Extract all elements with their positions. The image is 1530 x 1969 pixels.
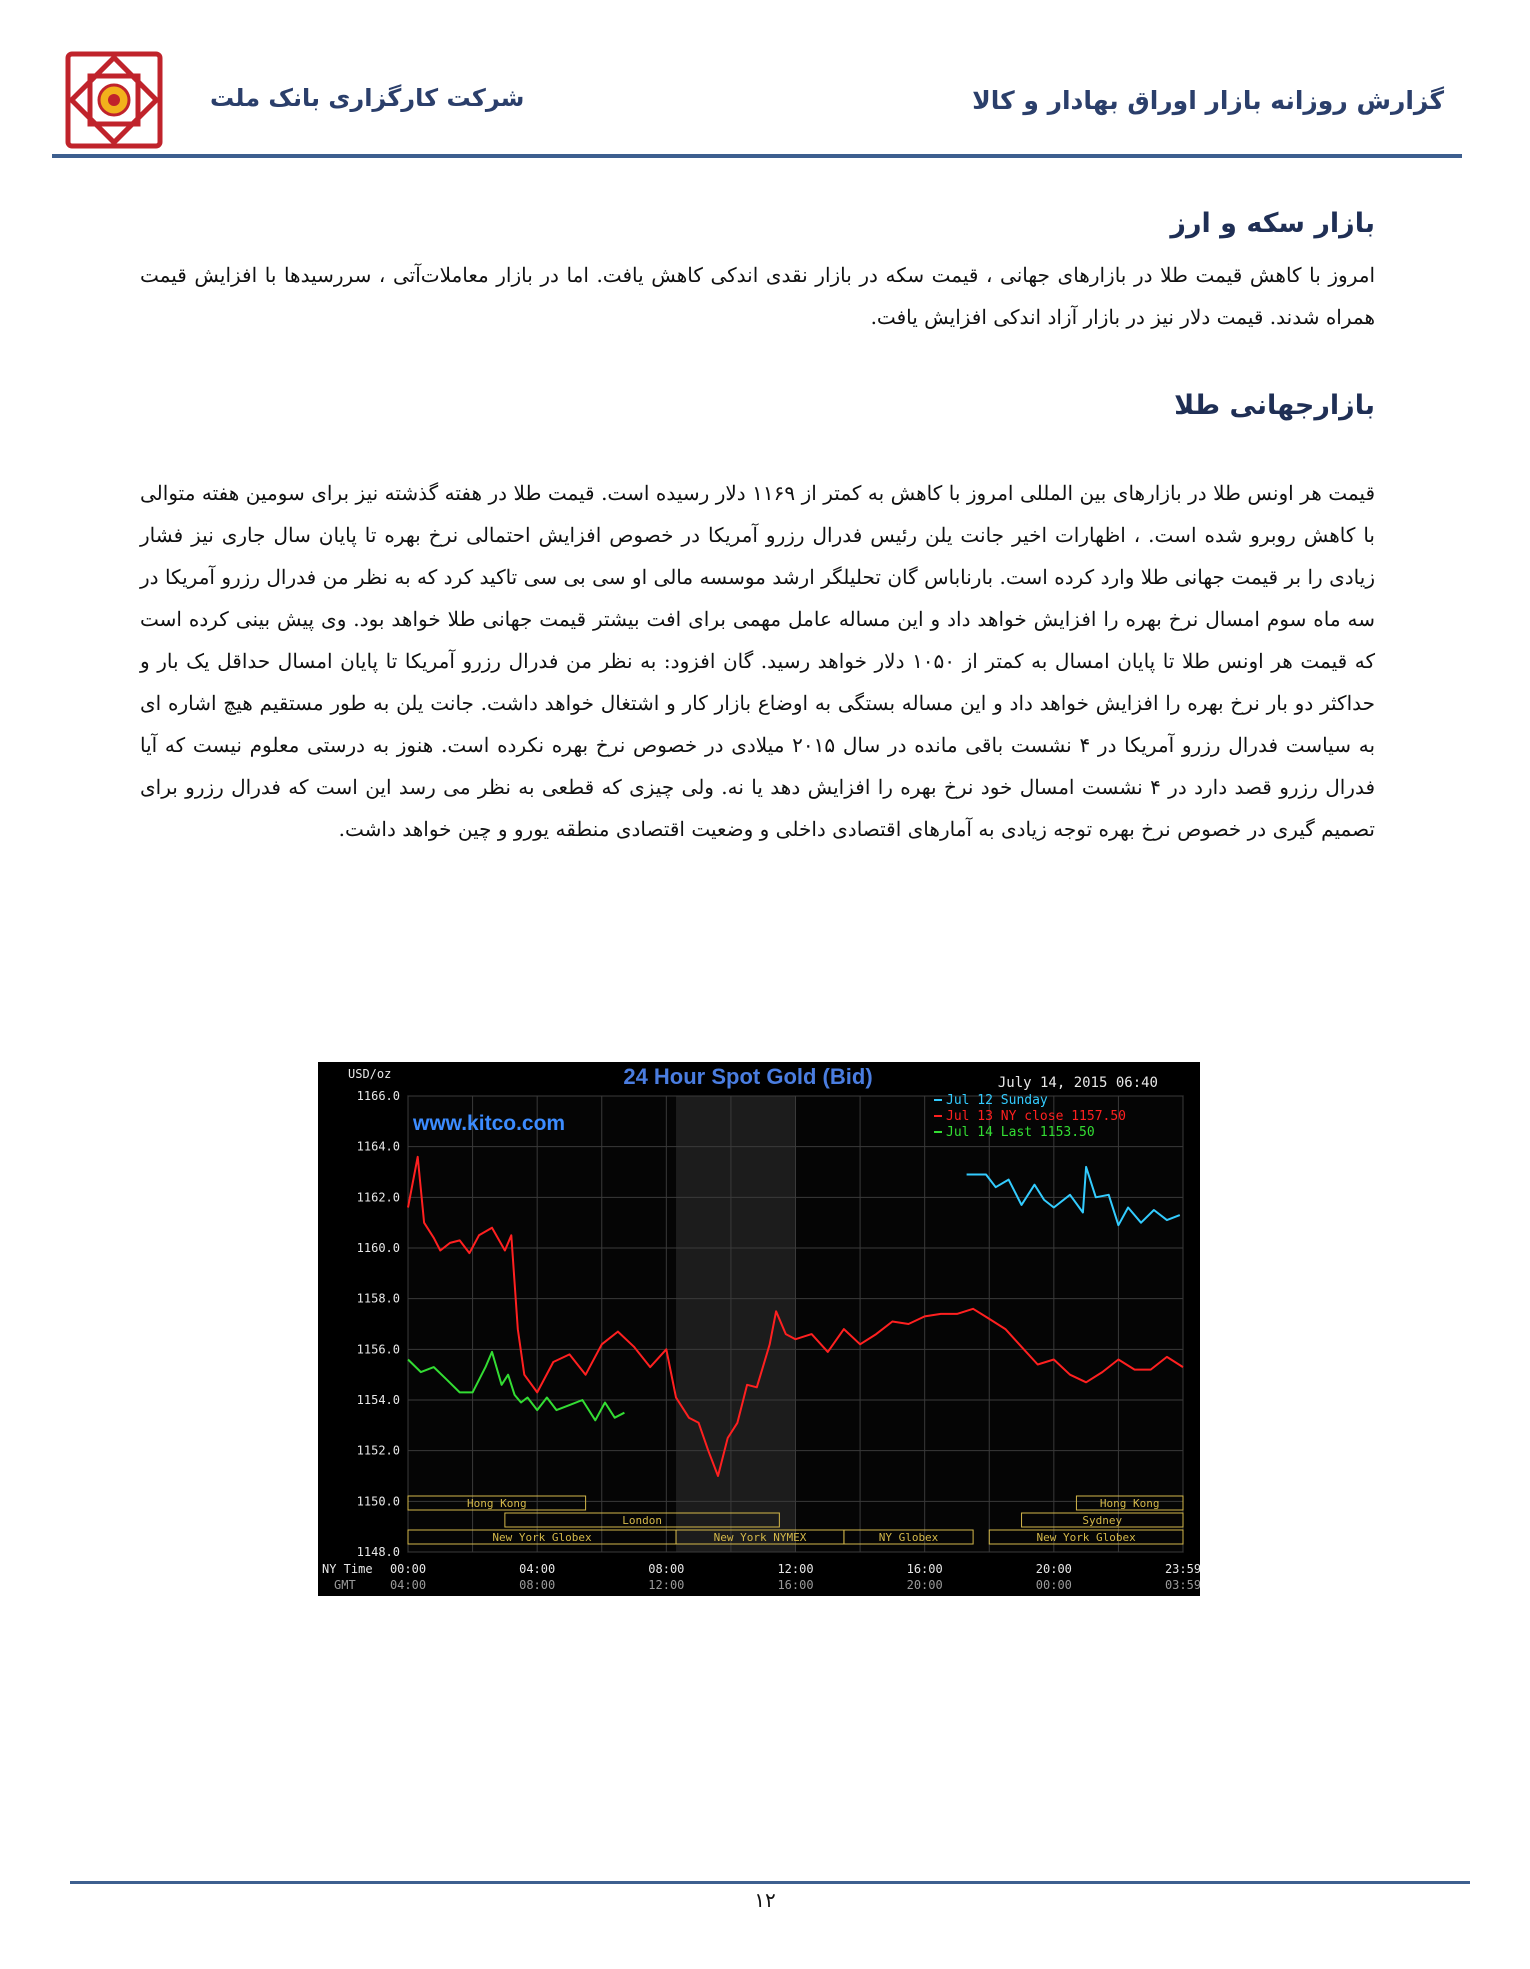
- chart-ytick-label: 1150.0: [356, 1494, 400, 1509]
- chart-legend-entry: Jul 12 Sunday: [946, 1093, 1048, 1108]
- chart-xtick-gmt-label: 04:00: [389, 1578, 427, 1592]
- chart-shaded-region: [676, 1096, 795, 1552]
- chart-xtick-ny-label: 20:00: [1035, 1562, 1072, 1576]
- chart-ytick-label: 1166.0: [356, 1089, 400, 1103]
- chart-ytick-label: 1162.0: [356, 1190, 400, 1205]
- chart-ytick-label: 1156.0: [356, 1342, 400, 1357]
- company-name: شرکت کارگزاری بانک ملت: [210, 84, 525, 112]
- chart-xtick-gmt-label: 00:00: [1035, 1578, 1072, 1592]
- chart-xtick-gmt-label: 03:59: [1164, 1578, 1200, 1592]
- chart-ytick-label: 1158.0: [356, 1291, 400, 1306]
- chart-xtick-ny-label: 23:59: [1164, 1562, 1200, 1576]
- chart-ytick-label: 1164.0: [356, 1139, 400, 1154]
- chart-title: 24 Hour Spot Gold (Bid): [623, 1064, 873, 1089]
- chart-xtick-gmt-label: 08:00: [519, 1578, 556, 1592]
- chart-session-label: Hong Kong: [466, 1497, 527, 1510]
- chart-ytick-label: 1148.0: [356, 1545, 400, 1559]
- chart-session-label: New York Globex: [1036, 1531, 1136, 1544]
- chart-ytick-label: 1160.0: [356, 1241, 400, 1255]
- gold-chart-svg: [318, 1062, 1200, 1596]
- section-heading-gold: بازارجهانی طلا: [1174, 390, 1375, 421]
- chart-xtick-ny-label: 08:00: [648, 1562, 685, 1576]
- chart-xtick-ny-label: 16:00: [906, 1562, 943, 1576]
- page-number: ۱۲: [754, 1888, 776, 1912]
- chart-xtick-ny-label: 00:00: [389, 1562, 427, 1576]
- section-heading-coin: بازار سکه و ارز: [1170, 208, 1375, 239]
- chart-ytick-label: 1152.0: [356, 1443, 400, 1458]
- chart-xtick-ny-label: 12:00: [777, 1562, 814, 1576]
- company-logo: [62, 48, 166, 152]
- chart-timestamp: July 14, 2015 06:40: [997, 1075, 1158, 1091]
- chart-xtick-ny-label: 04:00: [519, 1562, 556, 1576]
- chart-xrow1-label: NY Time: [322, 1562, 373, 1576]
- header-divider: [52, 154, 1462, 158]
- chart-session-label: London: [622, 1514, 662, 1527]
- chart-ytick-label: 1154.0: [356, 1393, 400, 1407]
- chart-xtick-gmt-label: 12:00: [648, 1578, 685, 1592]
- chart-xtick-gmt-label: 20:00: [906, 1578, 943, 1592]
- chart-session-label: Hong Kong: [1099, 1497, 1160, 1510]
- chart-legend-entry: Jul 13 NY close 1157.50: [946, 1109, 1127, 1124]
- chart-watermark: www.kitco.com: [413, 1112, 566, 1135]
- section-paragraph-coin: امروز با کاهش قیمت طلا در بازارهای جهانی ، قیمت سکه در بازار نقدی اندکی کاهش یافت. اما در بازار معاملات‌آتی ، سررسیدها با افزایش قیمت همراه شدند. قیمت دلار نیز در بازار آزاد اندکی افزایش یافت.: [140, 263, 1375, 329]
- report-title: گزارش روزانه بازار اوراق بهادار و کالا: [972, 86, 1444, 115]
- gold-price-chart: [318, 1062, 1200, 1596]
- chart-legend-entry: Jul 14 Last 1153.50: [946, 1125, 1095, 1140]
- chart-xrow2-label: GMT: [334, 1578, 356, 1592]
- chart-session-label: NY Globex: [878, 1531, 939, 1544]
- chart-session-label: Sydney: [1082, 1514, 1123, 1527]
- chart-session-label: New York Globex: [492, 1531, 592, 1544]
- footer-divider: [70, 1881, 1470, 1884]
- section-paragraph-gold: قیمت هر اونس طلا در بازارهای بین المللی امروز با کاهش به کمتر از ۱۱۶۹ دلار رسیده است. قیمت طلا در هفته گذشته نیز برای سومین هفته متوالی با کاهش روبرو شده است. ، اظهارات اخیر جانت یلن رئیس فدرال رزرو آمریکا در خصوص افزایش احتمالی نرخ بهره تا پایان سال جاری نیز فشار زیادی را بر قیمت جهانی طلا وارد کرده است. بارناباس گان تحلیلگر ارشد موسسه مالی او سی بی سی تاکید کرد که به نظر من فدرال رزرو آمریکا در سه ماه سوم امسال نرخ بهره را افزایش خواهد داد و این مساله عامل مهمی برای افت بیشتر قیمت جهانی طلا خواهد بود. وی پیش بینی کرده است که قیمت هر اونس طلا تا پایان امسال به کمتر از ۱۰۵۰ دلار خواهد رسید. گان افزود: به نظر من فدرال رزرو آمریکا تا پایان امسال حداقل یک بار و حداکثر دو بار نرخ بهره را افزایش خواهد داد و این مساله بستگی به اوضاع بازار کار و اشتغال خواهد داشت. جانت یلن به طور مستقیم هیچ اشاره ای به سیاست فدرال رزرو آمریکا در ۴ نشست باقی مانده در سال ۲۰۱۵ میلادی در خصوص نرخ بهره نکرده است. هنوز به درستی معلوم نیست که آیا فدرال رزرو قصد دارد در ۴ نشست امسال خود نرخ بهره را افزایش دهد یا نه. ولی چیزی که قطعی به نظر می رسد این است که فدرال رزرو برای تصمیم گیری در خصوص نرخ بهره توجه زیادی به آمارهای اقتصادی داخلی و وضعیت اقتصادی منطقه یورو و چین خواهد داشت.: [140, 481, 1376, 841]
- chart-ylabel: USD/oz: [348, 1067, 392, 1081]
- chart-xtick-gmt-label: 16:00: [777, 1578, 814, 1592]
- chart-session-label: New York NYMEX: [713, 1531, 807, 1544]
